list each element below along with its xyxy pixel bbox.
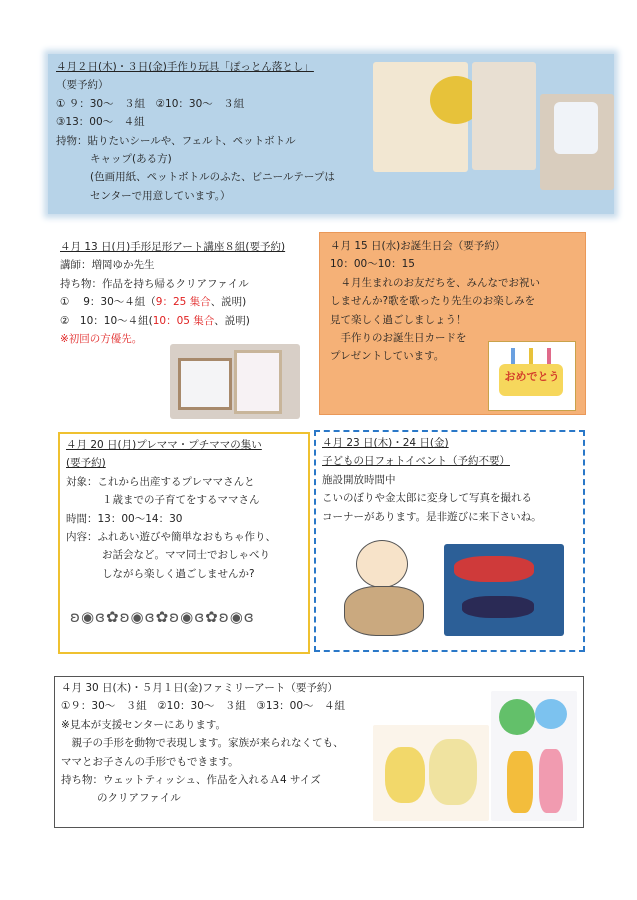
family-art-slots: ①９：30～ ３組 ②10：30～ ３組 ③13：00～ ４組 (61, 700, 346, 713)
handprint-slot-1: ① 9：30～４組（9：25 集合、説明) (60, 296, 247, 309)
birthday-text-5: プレゼントしています。 (330, 350, 445, 363)
photo-event-text-1: こいのぼりや金太郎に変身して写真を撮れる (322, 492, 532, 505)
handprint-priority-note: ※初回の方優先。 (60, 332, 143, 345)
birthday-time: 10：00～10：15 (330, 258, 415, 271)
pink-footprint-frame (234, 350, 282, 414)
family-art-title: ４月 30 日(木)・５月１日(金)ファミリーアート（要予約） (61, 682, 338, 694)
toy-event-slots-1: ① ９：30～ ３組 ②10：30～ ３組 (56, 97, 245, 110)
premama-target-cont: １歳までの子育てをするママさん (102, 494, 260, 507)
family-art-desc-2: ママとお子さんの手形でもできます。 (61, 755, 239, 768)
premama-content-cont-2: しながら楽しく過ごしませんか? (102, 567, 255, 580)
toy-event-slots-2: ③13：00～ ４組 (56, 116, 145, 129)
handprint-workshop-box (58, 236, 308, 426)
toy-event-items: 持物：貼りたいシールや、フェルト、ペットボトル (56, 134, 296, 147)
koinobori-photo (444, 544, 564, 636)
premama-content: 内容：ふれあい遊びや簡単なおもちゃ作り、 (66, 530, 276, 543)
handprint-frames-photo (170, 344, 300, 419)
handprint-slot-1-gather: 9：25 集合 (155, 296, 211, 309)
birthday-title: ４月 15 日(水)お誕生日会（要予約） (330, 240, 506, 252)
birthday-party-box (319, 232, 586, 415)
pink-animal-print (539, 749, 563, 813)
premama-content-cont-1: お話会など。ママ同士でおしゃべり (102, 549, 270, 562)
blue-handprint (535, 699, 567, 729)
birthday-text-4: 手作りのお誕生日カードを (330, 331, 467, 344)
giraffe-print (385, 747, 425, 803)
photo-event-title: ４月 23 日(木)・24 日(金) (322, 437, 449, 449)
green-handprint (499, 699, 535, 735)
candle-icon (529, 348, 533, 364)
handprint-slot-2-gather: 10：05 集合 (152, 314, 215, 327)
photo-event-hours: 施設開放時間中 (322, 473, 396, 486)
cake-card-text: おめでとう (504, 370, 560, 383)
handprint-title: ４月 13 日(月)手形足形アート講座８組(要予約) (60, 241, 286, 253)
childrens-day-photo-box (314, 430, 585, 652)
family-art-items-cont: のクリアファイル (97, 792, 181, 805)
toy-event-provided-1: (色画用紙、ペットボトルのふた、ビニールテープは (90, 171, 335, 184)
candle-icon (511, 348, 515, 364)
toy-event-items-cont: キャップ(ある方) (90, 152, 172, 165)
bear-body (344, 586, 424, 636)
premama-target: 対象：これから出産するプレママさんと (66, 475, 255, 488)
giraffe-print (429, 739, 477, 805)
black-carp-streamer (462, 596, 534, 618)
premama-time: 時間：13：00～14：30 (66, 512, 183, 525)
premama-gathering-box (58, 432, 310, 654)
candle-icon (547, 348, 551, 364)
toy-event-title: ４月２日(木)・３日(金)手作り玩具「ぽっとん落とし」 (56, 61, 314, 73)
toy-event-provided-2: センターで用意しています。） (90, 189, 231, 202)
pooh-toy-photo (472, 62, 536, 170)
birthday-text-1: ４月生まれのお友だちを、みんなでお祝い (330, 276, 540, 289)
blue-handprint-frame (178, 358, 232, 410)
giraffe-handprint-art (373, 725, 489, 821)
birthday-text-2: しませんか?歌を歌ったり先生のお楽しみを (330, 295, 536, 308)
family-art-desc-1: 親子の手形を動物で表現します。家族が来られなくても、 (61, 737, 344, 750)
drop-toy-can (554, 102, 598, 154)
family-art-sample-note: ※見本が支援センターにあります。 (61, 718, 227, 731)
animal-handprint-art (491, 691, 577, 821)
birthday-cake-illustration (488, 341, 576, 411)
handprint-teacher: 講師：増岡ゆか先生 (60, 259, 155, 272)
handprint-items: 持ち物：作品を持ち帰るクリアファイル (60, 277, 249, 290)
family-art-items: 持ち物：ウェットティッシュ、作品を入れるＡ4 サイズ (61, 773, 321, 786)
red-carp-streamer (454, 556, 534, 582)
toy-event-box (48, 54, 614, 214)
kintaro-bear-illustration (330, 538, 440, 638)
toy-event-reservation: （要予約） (56, 79, 109, 92)
premama-reservation: (要予約) (66, 457, 106, 470)
babies-border-illustration: ʚ◉ɞ✿ʚ◉ɞ✿ʚ◉ɞ✿ʚ◉ɞ (70, 608, 255, 626)
birthday-text-3: 見て楽しく過ごしましょう！ (330, 313, 467, 326)
photo-event-subtitle: 子どもの日フォトイベント（予約不要） (322, 455, 510, 468)
yellow-giraffe-print (507, 751, 533, 813)
premama-title: ４月 20 日(月)プレママ・プチママの集い (66, 439, 262, 451)
child-head (356, 540, 408, 588)
photo-event-text-2: コーナーがあります。是非遊びに来下さいね。 (322, 510, 542, 523)
family-art-box (54, 676, 584, 828)
handprint-slot-2: ② 10：10～４組(10：05 集合、説明) (60, 314, 250, 327)
